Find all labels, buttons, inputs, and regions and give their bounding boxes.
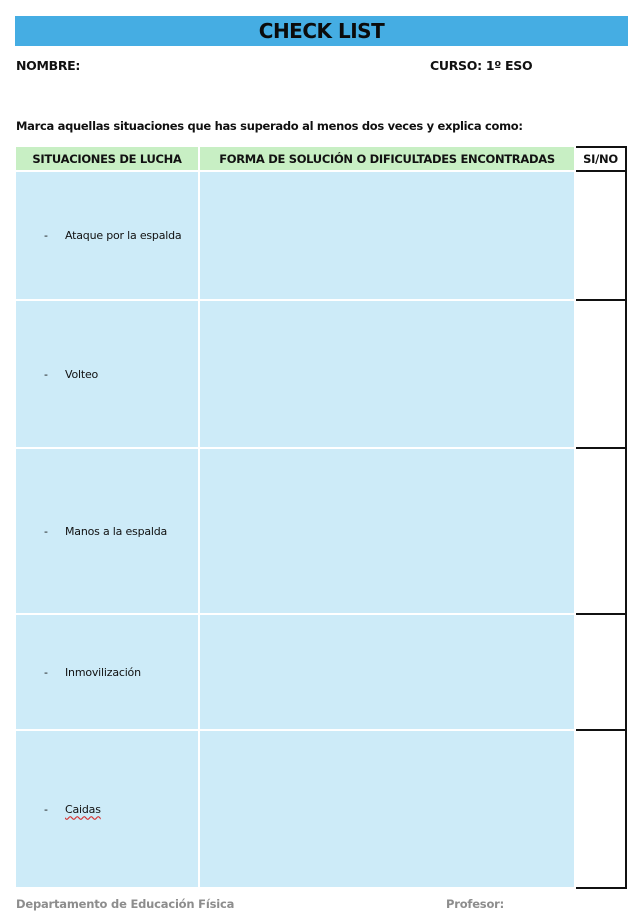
situation-label: Ataque por la espalda	[65, 229, 182, 242]
si-no-cell[interactable]	[575, 614, 626, 730]
solution-cell[interactable]	[199, 614, 575, 730]
situation-cell	[16, 614, 199, 730]
bullet-dash: -	[44, 665, 48, 679]
header-si-no: SI/NO	[575, 147, 626, 171]
table-row	[16, 300, 626, 448]
footer-department: Departamento de Educación Física	[16, 897, 235, 911]
header-forma-solucion: FORMA DE SOLUCIÓN O DIFICULTADES ENCONTRADAS	[199, 147, 575, 171]
page-title: CHECK LIST	[258, 19, 385, 43]
instruction-text: Marca aquellas situaciones que has superado al menos dos veces y explica como:	[16, 119, 523, 133]
situation-cell	[16, 171, 199, 300]
table-row	[16, 730, 626, 888]
situation-cell	[16, 448, 199, 614]
si-no-cell[interactable]	[575, 730, 626, 888]
solution-cell[interactable]	[199, 448, 575, 614]
table-row	[16, 171, 626, 300]
table-row	[16, 448, 626, 614]
solution-cell[interactable]	[199, 171, 575, 300]
situation-label: Volteo	[65, 367, 99, 381]
bullet-dash: -	[44, 802, 48, 816]
header-situaciones: SITUACIONES DE LUCHA	[16, 147, 199, 171]
situation-label: Caidas	[65, 802, 101, 816]
situation-label: Manos a la espalda	[65, 524, 168, 538]
si-no-cell[interactable]	[575, 300, 626, 448]
si-no-cell[interactable]	[575, 448, 626, 614]
table-header-row	[16, 147, 626, 171]
title-bar	[15, 16, 628, 46]
solution-cell[interactable]	[199, 730, 575, 888]
footer-teacher: Profesor:	[446, 897, 505, 911]
situation-cell	[16, 730, 199, 888]
bullet-dash: -	[44, 524, 48, 538]
table-row	[16, 614, 626, 730]
nombre-label: NOMBRE:	[16, 58, 81, 73]
si-no-cell[interactable]	[575, 171, 626, 300]
bullet-dash: -	[44, 229, 48, 242]
solution-cell[interactable]	[199, 300, 575, 448]
curso-label: CURSO: 1º ESO	[430, 58, 533, 73]
situation-cell	[16, 300, 199, 448]
situation-label: Inmovilización	[65, 665, 141, 679]
checklist-table	[16, 146, 627, 889]
bullet-dash: -	[44, 367, 48, 381]
